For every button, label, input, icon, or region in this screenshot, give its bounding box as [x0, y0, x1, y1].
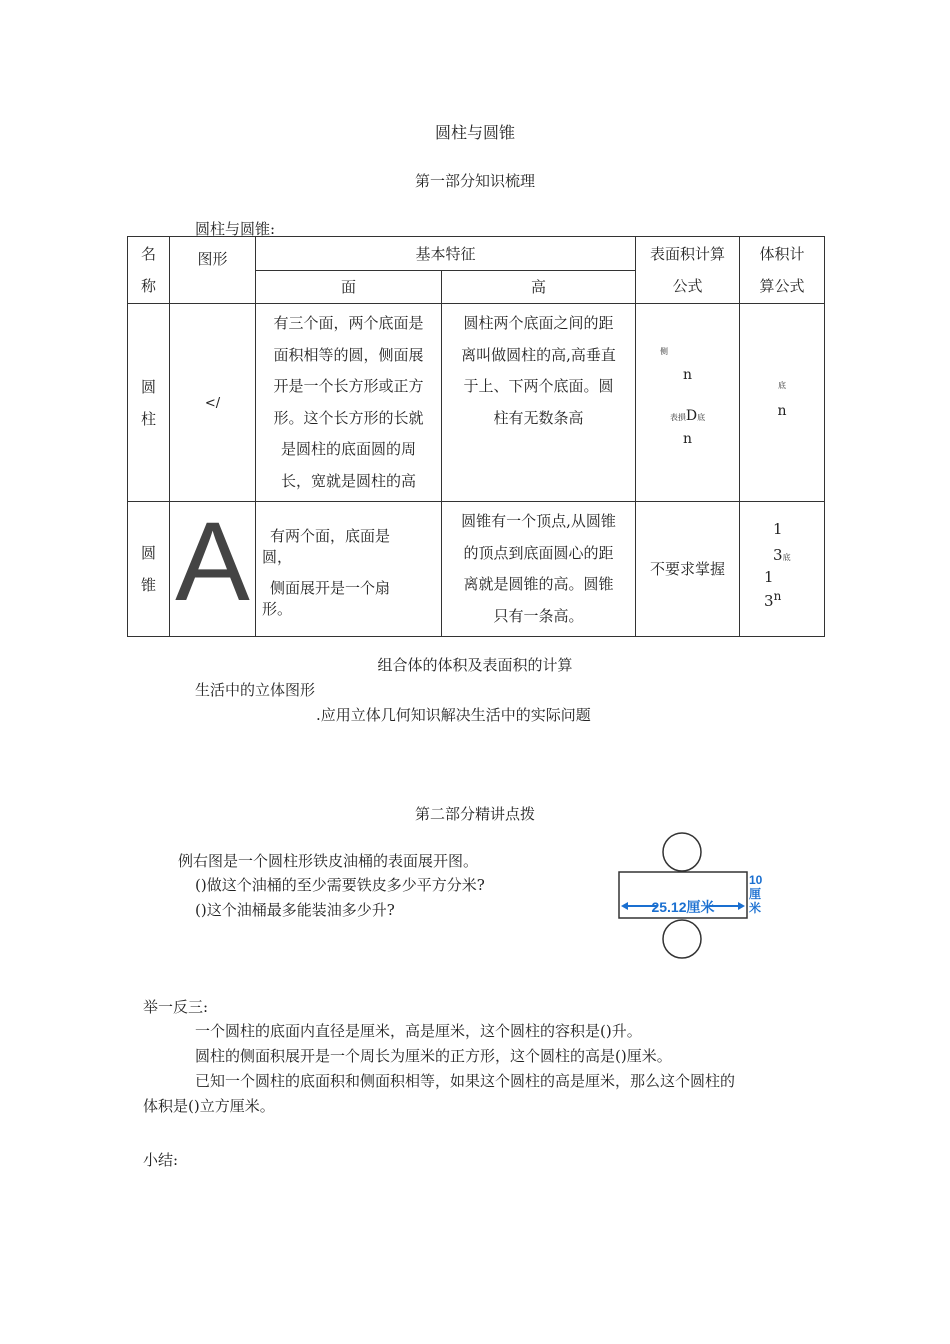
- cone-surface-cell: 不要求掌握: [636, 502, 740, 637]
- cylinder-height-cell: 圆柱两个底面之间的距 离叫做圆柱的高,高垂直 于上、下两个底面。圆 柱有无数条高: [442, 304, 636, 502]
- table-row-cylinder: [128, 304, 825, 502]
- table-row-cone: [128, 502, 825, 637]
- practice-item-3-line2: 体积是()立方厘米。: [143, 1097, 275, 1115]
- length-label: 25.12厘米: [651, 899, 715, 915]
- arrow-right-icon: [738, 902, 745, 910]
- cylinder-surface-cell: 侧 n 表損D底 n: [636, 304, 740, 502]
- practice-item-3-line1: 已知一个圆柱的底面积和侧面积相等，如果这个圆柱的高是厘米，那么这个圆柱的: [195, 1072, 736, 1090]
- page-title: 圆柱与圆锥: [434, 123, 515, 142]
- cone-volume-cell: 1 3底 1 3$^n$: [740, 502, 825, 637]
- summary-label: 小结:: [143, 1151, 179, 1169]
- header-surface: 表面积计算 公式: [636, 237, 740, 304]
- part2-title: 第二部分精讲点拨: [414, 805, 535, 823]
- cylinder-net-figure: [617, 832, 767, 960]
- table-caption: 圆柱与圆锥:: [195, 220, 276, 238]
- knowledge-table: [127, 236, 825, 637]
- header-height: 高: [442, 271, 636, 304]
- part1-title: 第一部分知识梳理: [414, 172, 535, 190]
- cylinder-face-cell: 有三个面，两个底面是 面积相等的圆，侧面展 开是一个长方形或正方 形。这个长方形的长就 是圆柱的底面圆的周 长，宽就是圆柱的高: [256, 304, 442, 502]
- example-intro: 例右图是一个圆柱形铁皮油桶的表面展开图。: [178, 852, 479, 870]
- header-name: 名 称: [128, 237, 170, 304]
- arrow-left-icon: [621, 902, 628, 910]
- header-face: 面: [256, 271, 442, 304]
- top-circle: [663, 833, 701, 871]
- bottom-circle: [663, 920, 701, 958]
- apply-line: .应用立体几何知识解决生活中的实际问题: [316, 706, 591, 724]
- combo-line: 组合体的体积及表面积的计算: [377, 656, 573, 674]
- life-line: 生活中的立体图形: [195, 681, 316, 699]
- practice-heading: 举一反三:: [143, 998, 209, 1016]
- cylinder-figure-icon: </: [170, 304, 256, 502]
- practice-item-1: 一个圆柱的底面内直径是厘米，高是厘米，这个圆柱的容积是()升。: [195, 1022, 642, 1040]
- example-question-2: ()这个油桶最多能装油多少升?: [195, 901, 395, 919]
- example-question-1: ()做这个油桶的至少需要铁皮多少平方分米?: [195, 876, 485, 894]
- height-label-3: 米: [749, 901, 762, 915]
- cone-face-cell: 有两个面，底面是 圆， 侧面展开是一个扇 形。: [256, 502, 442, 637]
- header-figure: 图形: [170, 237, 256, 304]
- height-label-1: 10: [749, 873, 763, 887]
- cylinder-volume-cell: 底 n: [740, 304, 825, 502]
- header-volume: 体积计 算公式: [740, 237, 825, 304]
- cone-height-cell: 圆锥有一个顶点,从圆锥 的顶点到底面圆心的距 离就是圆锥的高。圆锥 只有一条高。: [442, 502, 636, 637]
- cone-figure-icon: A: [170, 502, 256, 637]
- practice-item-2: 圆柱的侧面积展开是一个周长为厘米的正方形，这个圆柱的高是()厘米。: [195, 1047, 672, 1065]
- header-basic: 基本特征: [256, 237, 636, 271]
- height-label-2: 厘: [749, 887, 762, 901]
- row-name-cone: 圆 锥: [128, 502, 170, 637]
- table-header-row: [128, 237, 825, 271]
- row-name-cylinder: 圆 柱: [128, 304, 170, 502]
